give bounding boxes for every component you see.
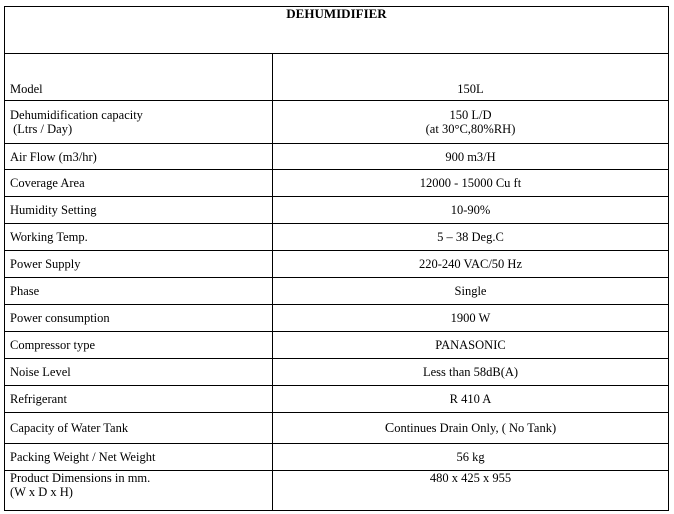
value-line: (at 30°C,80%RH) [425, 122, 516, 136]
table-row [5, 170, 669, 197]
row-label-water-tank-capacity: Capacity of Water Tank [5, 413, 273, 444]
table-row [5, 359, 669, 386]
row-value-power-consumption: 1900 W [273, 305, 669, 332]
row-value-power-supply: 220-240 VAC/50 Hz [273, 251, 669, 278]
table-row [5, 278, 669, 305]
row-label-product-dimensions [5, 471, 273, 511]
row-value-packing-weight: 56 kg [273, 444, 669, 471]
row-value-model: 150L [273, 54, 669, 101]
row-value-noise-level: Less than 58dB(A) [273, 359, 669, 386]
table-title-row [5, 7, 669, 54]
row-label-refrigerant: Refrigerant [5, 386, 273, 413]
row-label-power-consumption: Power consumption [5, 305, 273, 332]
table-row [5, 197, 669, 224]
table-row [5, 332, 669, 359]
row-label-working-temp: Working Temp. [5, 224, 273, 251]
value-rest: ontinues Drain Only, ( No Tank) [394, 420, 557, 435]
row-label-packing-weight: Packing Weight / Net Weight [5, 444, 273, 471]
value-initial: C [384, 420, 395, 436]
row-value-product-dimensions: 480 x 425 x 955 [273, 471, 669, 511]
row-value-dehumidification-capacity [273, 101, 669, 144]
table-row [5, 444, 669, 471]
table-row [5, 305, 669, 332]
row-label-air-flow: Air Flow (m3/hr) [5, 144, 273, 170]
row-value-humidity-setting: 10-90% [273, 197, 669, 224]
row-value-compressor-type: PANASONIC [273, 332, 669, 359]
table-row [5, 251, 669, 278]
value-line: 150 L/D [449, 108, 492, 122]
label-line: (W x D x H) [10, 485, 73, 499]
row-label-phase: Phase [5, 278, 273, 305]
row-value-phase: Single [273, 278, 669, 305]
row-value-water-tank-capacity [273, 413, 669, 444]
table-row [5, 101, 669, 144]
row-label-dehumidification-capacity [5, 101, 273, 144]
table-row [5, 471, 669, 511]
label-line: Product Dimensions in mm. [10, 471, 151, 485]
label-line: (Ltrs / Day) [10, 122, 73, 136]
row-value-working-temp: 5 – 38 Deg.C [273, 224, 669, 251]
row-label-noise-level: Noise Level [5, 359, 273, 386]
row-value-coverage-area: 12000 - 15000 Cu ft [273, 170, 669, 197]
row-value-refrigerant: R 410 A [273, 386, 669, 413]
row-label-humidity-setting: Humidity Setting [5, 197, 273, 224]
row-label-coverage-area: Coverage Area [5, 170, 273, 197]
table-row [5, 224, 669, 251]
table-row [5, 54, 669, 101]
row-value-air-flow: 900 m3/H [273, 144, 669, 170]
row-label-model: Model [5, 54, 273, 101]
table-row [5, 386, 669, 413]
dehumidifier-spec-table [4, 6, 669, 511]
table-row [5, 413, 669, 444]
row-label-power-supply: Power Supply [5, 251, 273, 278]
row-label-compressor-type: Compressor type [5, 332, 273, 359]
table-title: DEHUMIDIFIER [5, 7, 669, 54]
table-row [5, 144, 669, 170]
label-line: Dehumidification capacity [10, 108, 143, 122]
